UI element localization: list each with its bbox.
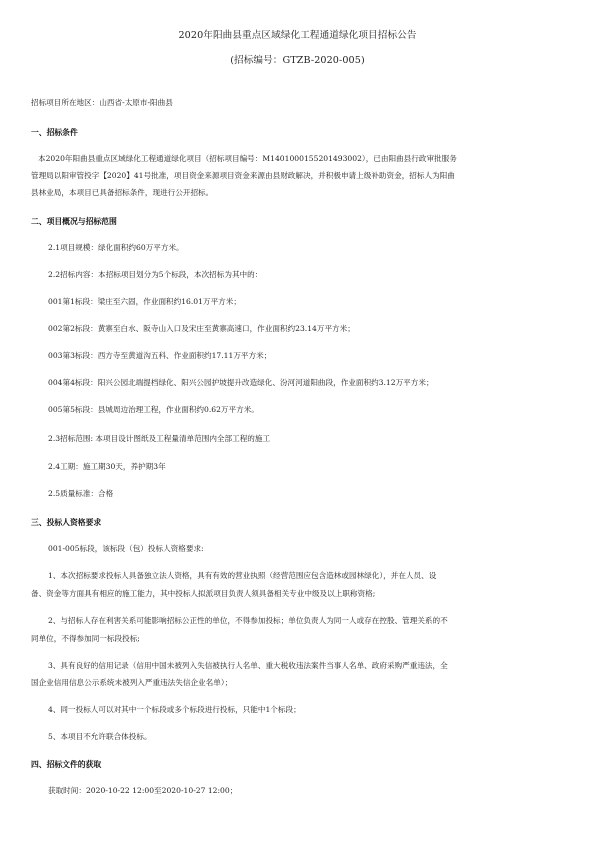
tender-content: 2.2招标内容：本招标项目划分为5个标段，本次招标为其中的： bbox=[48, 270, 263, 279]
lot-item: 002第2标段：黄寨至白水、阪寺山入口及宋庄至黄寨高速口，作业面积约23.14万平方米； bbox=[48, 324, 355, 333]
section-heading-documents: 四、招标文件的获取 bbox=[31, 760, 102, 769]
requirement-line: 1、本次招标要求投标人具备独立法人资格，具有有效的营业执照（经营范围应包含造林或园林绿化），并在人员、设 bbox=[48, 571, 437, 580]
section-heading-tender-conditions: 一、招标条件 bbox=[31, 128, 78, 137]
conditions-line: 县林业局，本项目已具备招标条件，现进行公开招标。 bbox=[31, 188, 214, 197]
quality-standard: 2.5质量标准：合格 bbox=[48, 489, 114, 498]
conditions-line: 管理局以阳审管投字【2020】41号批准，项目资金来源项目资金来源由县财政解决，并积极申请上级补助资金，招标人为阳曲 bbox=[31, 171, 455, 180]
qualification-intro: 001-005标段，该标段（包）投标人资格要求: bbox=[48, 544, 204, 553]
project-location: 招标项目所在地区：山西省-太原市-阳曲县 bbox=[31, 98, 173, 107]
document-title: 2020年阳曲县重点区域绿化工程通道绿化项目招标公告 bbox=[178, 30, 417, 41]
requirement-line: 2、与招标人存在利害关系可能影响招标公正性的单位，不得参加投标；单位负责人为同一人或存在控股、管理关系的不 bbox=[48, 616, 448, 625]
lot-item: 004第4标段：阳兴公园北端提档绿化、阳兴公园护坡提升改造绿化、汾河河道阳曲段，作业面积约3.12万平方米； bbox=[48, 378, 434, 387]
requirement-line: 备、资金等方面具有相应的施工能力，其中投标人拟派项目负责人须具备相关专业中级及以上职称资格; bbox=[31, 589, 376, 598]
lot-item: 005第5标段：县城周边治理工程，作业面积约0.62万平方米。 bbox=[48, 405, 259, 414]
lot-item: 003第3标段：西方寺至黄道沟五科、作业面积约17.11万平方米； bbox=[48, 351, 272, 360]
requirement-line: 3、具有良好的信用记录（信用中国未被列入失信被执行人名单、重大税收违法案件当事人名单、政府采购严重违法，全 bbox=[48, 661, 448, 670]
tender-range: 2.3招标范围: 本项目设计图纸及工程量清单范围内全部工程的施工 bbox=[48, 434, 271, 443]
lot-item: 001第1标段：梁庄至六固，作业面积约16.01万平方米； bbox=[48, 297, 241, 306]
acquisition-time: 获取时间：2020-10-22 12:00至2020-10-27 12:00； bbox=[48, 786, 238, 795]
section-heading-qualifications: 三、投标人资格要求 bbox=[31, 518, 102, 527]
conditions-line: 本2020年阳曲县重点区域绿化工程通道绿化项目（招标项目编号：M1401000155201493002），已由阳曲县行政审批服务 bbox=[38, 154, 457, 163]
requirement-line: 5、本项目不允许联合体投标。 bbox=[48, 732, 152, 741]
requirement-line: 4、同一投标人可以对其中一个标段或多个标段进行投标，只能中1个标段； bbox=[48, 705, 301, 714]
requirement-line: 同单位，不得参加同一标段投标; bbox=[31, 634, 140, 643]
project-scale: 2.1项目规模：绿化面积约60万平方米。 bbox=[48, 243, 184, 252]
section-heading-overview: 二、项目概况与招标范围 bbox=[31, 217, 117, 226]
construction-period: 2.4工期：施工期30天，养护期3年 bbox=[48, 462, 166, 471]
requirement-line: 国企业信用信息公示系统未被列入严重违法失信企业名单）； bbox=[31, 678, 233, 687]
tender-code: (招标编号：GTZB-2020-005) bbox=[230, 55, 365, 66]
